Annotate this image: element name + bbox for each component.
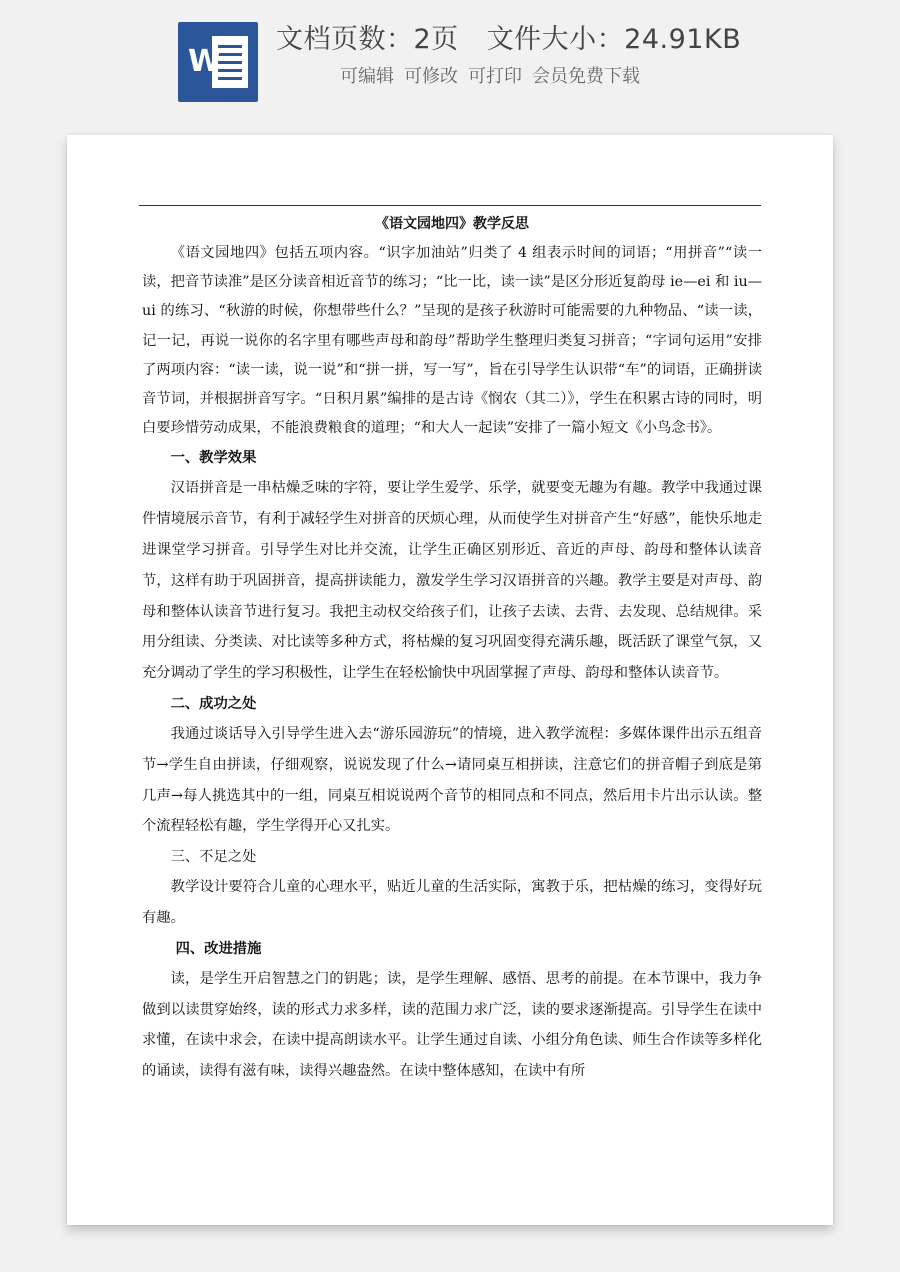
feature-modifiable: 可修改 <box>404 66 458 87</box>
document-page <box>67 135 833 1225</box>
word-document-icon <box>178 22 258 102</box>
word-icon-letter: W <box>188 44 222 79</box>
page-count: 文档页数：2页 <box>276 24 459 55</box>
feature-list <box>340 64 640 90</box>
file-info <box>276 22 741 58</box>
feature-member-download[interactable]: 会员免费下载 <box>532 66 640 87</box>
section-body-effect: 汉语拼音是一串枯燥乏味的字符，要让学生爱学、乐学，就要变无趣为有趣。教学中我通过课件情境展示音节，有利于减轻学生对拼音的厌烦心理，从而使学生对拼音产生“好感”，能快乐地走进课堂学习拼音。引导学生对比并交流，让学生正确区别形近、音近的声母、韵母和整体认读音节，这样有助于巩固拼音，提高拼读能力，激发学生学习汉语拼音的兴趣。教学主要是对声母、韵母和整体认读音节进行复习。我把主动权交给孩子们，让孩子去读、去背、去发现、总结规律。采用分组读、分类读、对比读等多种方式，将枯燥的复习巩固变得充满乐趣，既活跃了课堂气氛，又充分调动了学生的学习积极性，让学生在轻松愉快中巩固掌握了声母、韵母和整体认读音节。 <box>142 480 762 682</box>
section-heading-shortcomings: 三、不足之处 <box>170 849 257 866</box>
feature-printable: 可打印 <box>468 66 522 87</box>
document-body <box>142 211 762 1087</box>
section-body-success: 我通过谈话导入引导学生进入去“游乐园游玩”的情境，进入教学流程：多媒体课件出示五组音节→学生自由拼读，仔细观察，说说发现了什么→请同桌互相拼读，注意它们的拼音帽子到底是第几声→每人挑选其中的一组，同桌互相说说两个音节的相同点和不同点，然后用卡片出示认读。整个流程轻松有趣，学生学得开心又扎实。 <box>142 726 762 835</box>
section-heading-success: 二、成功之处 <box>170 696 257 712</box>
section-heading-effect: 一、教学效果 <box>170 450 257 467</box>
feature-editable: 可编辑 <box>340 66 394 87</box>
section-body-improvement: 读，是学生开启智慧之门的钥匙；读，是学生理解、感悟、思考的前提。在本节课中，我力争做到以读贯穿始终，读的形式力求多样，读的范围力求广泛，读的要求逐渐提高。引导学生在读中求懂，在读中求会，在读中提高朗读水平。让学生通过自读、小组分角色读、师生合作读等多样化的诵读，读得有滋有味，读得兴趣盎然。在读中整体感知，在读中有所 <box>142 970 762 1080</box>
header-rule <box>139 205 761 206</box>
intro-paragraph: 《语文园地四》包括五项内容。“识字加油站”归类了 4 组表示时间的词语；“用拼音”“读一读，把音节读准”是区分读音相近音节的练习；“比一比，读一读”是区分形近复韵母 ie—ei 和 iu—ui 的练习、“秋游的时候，你想带些什么？”呈现的是孩子秋游时可能需要的九种物品、“读一读，记一记，再说一说你的名字里有哪些声母和韵母”帮助学生整理归类复习拼音；“字词句运用”安排了两项内容：“读一读，说一说”和“拼一拼，写一写”，旨在引导学生认识带“车”的词语，正确拼读音节词，并根据拼音写字。“日积月累”编排的是古诗《悯农（其二）》，学生在积累古诗的同时，明白要珍惜劳动成果，不能浪费粮食的道理；“和大人一起读”安排了一篇小短文《小鸟念书》。 <box>142 245 762 437</box>
download-banner <box>0 0 900 130</box>
document-title: 《语文园地四》教学反思 <box>375 216 529 232</box>
file-size: 文件大小：24.91KB <box>486 24 742 55</box>
section-heading-improvement: 四、改进措施 <box>175 940 262 957</box>
section-body-shortcomings: 教学设计要符合儿童的心理水平，贴近儿童的生活实际，寓教于乐，把枯燥的练习，变得好玩有趣。 <box>142 879 762 926</box>
